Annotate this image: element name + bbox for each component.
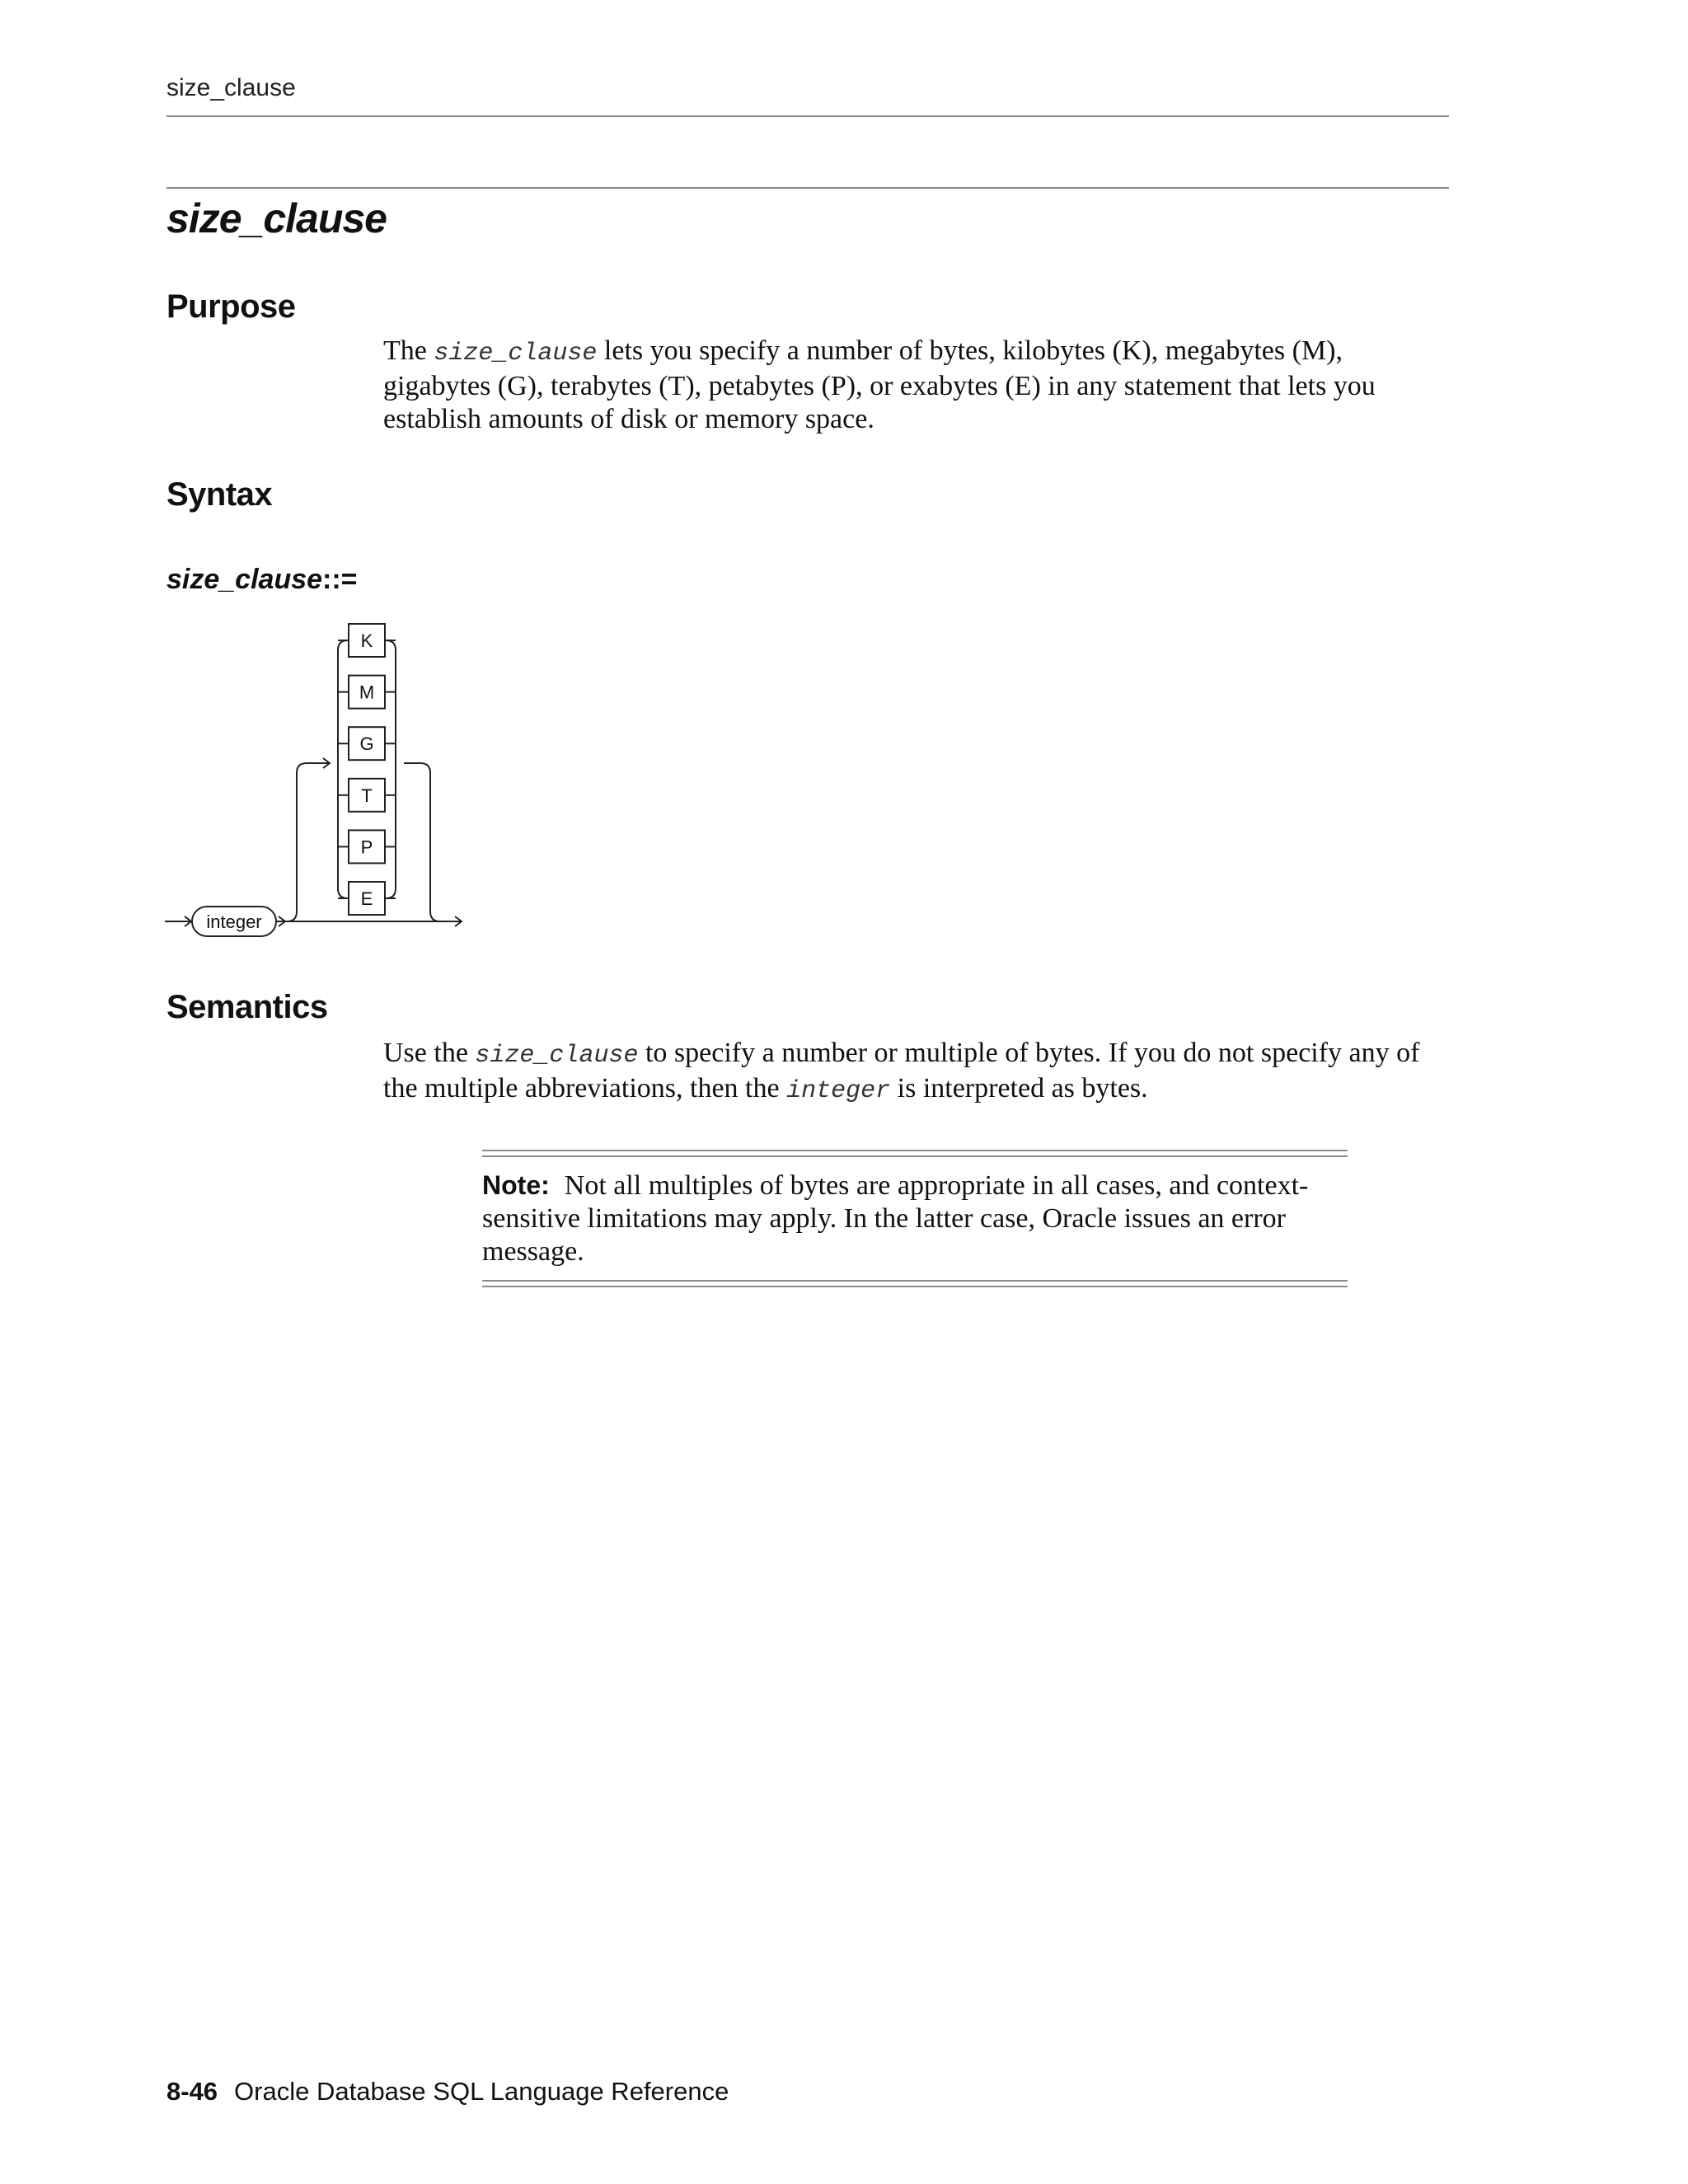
- right-rail: [386, 640, 396, 898]
- option-label-m: M: [359, 682, 375, 703]
- running-header: size_clause: [166, 74, 296, 101]
- syntax-diagram: [157, 610, 486, 948]
- note-text: Not all multiples of bytes are appropriate in all cases, and context-sensitive limitations may apply. In the latter case, Oracle issues an error message.: [482, 1170, 1309, 1267]
- semantics-text-2: to specify a number or multiple of bytes. If you do not specify any of the multiple abbreviations, then the: [383, 1038, 1420, 1104]
- note-body: [482, 1157, 1348, 1280]
- purpose-heading: Purpose: [166, 288, 296, 325]
- option-label-g: G: [359, 733, 374, 755]
- semantics-paragraph: [383, 1037, 1422, 1108]
- integer-label: integer: [206, 912, 262, 932]
- option-label-p: P: [360, 837, 373, 858]
- semantics-code-2: integer: [786, 1077, 891, 1105]
- note-box: [482, 1150, 1348, 1287]
- purpose-text-before: The: [383, 335, 434, 366]
- syntax-rule-suffix: ::=: [322, 564, 358, 595]
- book-title: Oracle Database SQL Language Reference: [234, 2077, 729, 2106]
- option-group: [338, 624, 396, 915]
- purpose-text-after: lets you specify a number of bytes, kilobytes (K), megabytes (M), gigabytes (G), terabytes (T), petabytes (P), or exabytes (E) in any statement that lets you establish amounts of disk or memory space.: [383, 335, 1376, 434]
- syntax-heading: Syntax: [166, 476, 273, 513]
- branch-return-path: [404, 763, 440, 921]
- note-bottom-rule: [482, 1280, 1348, 1287]
- page-footer: [166, 2077, 729, 2107]
- left-rail: [338, 640, 348, 898]
- semantics-text-1: Use the: [383, 1038, 476, 1068]
- note-label: Note:: [482, 1170, 550, 1200]
- semantics-text-3: is interpreted as bytes.: [890, 1073, 1148, 1104]
- semantics-heading: Semantics: [166, 989, 328, 1025]
- header-rule: [166, 115, 1449, 117]
- syntax-rule-name: size_clause: [166, 564, 323, 595]
- section-rule: [166, 187, 1449, 189]
- option-label-t: T: [361, 785, 373, 806]
- branch-up-path: [287, 763, 330, 921]
- option-label-e: E: [360, 888, 373, 909]
- page-number: 8-46: [166, 2077, 218, 2106]
- purpose-paragraph: [383, 335, 1422, 436]
- note-top-rule: [482, 1150, 1348, 1157]
- syntax-rule-label: [166, 564, 358, 596]
- page-title: size_clause: [166, 195, 387, 241]
- option-label-k: K: [360, 630, 373, 651]
- semantics-code-1: size_clause: [475, 1042, 639, 1070]
- purpose-code: size_clause: [434, 340, 598, 368]
